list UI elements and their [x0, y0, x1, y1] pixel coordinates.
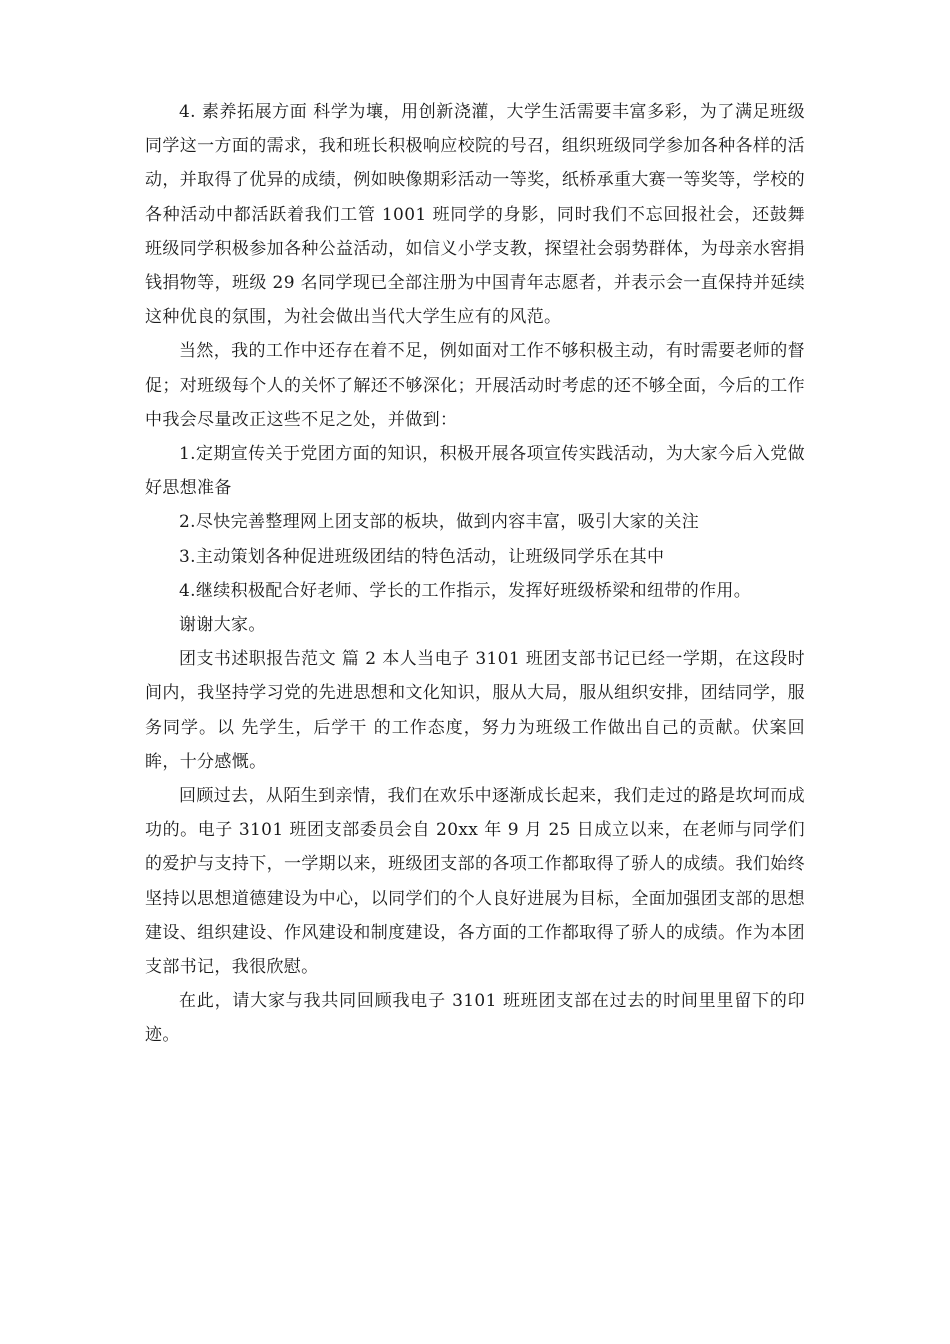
list-item-2: 2.尽快完善整理网上团支部的板块，做到内容丰富，吸引大家的关注 [179, 512, 700, 533]
list-item-3: 3.主动策划各种促进班级团结的特色活动，让班级同学乐在其中 [179, 546, 665, 567]
paragraph-shortcomings: 当然，我的工作中还存在着不足，例如面对工作不够积极主动，有时需要老师的督促；对班级每个人的关怀了解还不够深化；开展活动时考虑的还不够全面，今后的工作中我会尽量改正这些不足之处，并做到： [145, 341, 805, 430]
paragraph-report-2-intro: 团支书述职报告范文 篇 2 本人当电子 3101 班团支部书记已经一学期，在这段时间内，我坚持学习党的先进思想和文化知识，服从大局，服从组织安排，团结同学，服务同学。以 先学生，后学干 的工作态度，努力为班级工作做出自己的贡献。伏案回眸，十分感慨。 [145, 649, 805, 772]
document-body [145, 95, 805, 1053]
paragraph-review-past: 回顾过去，从陌生到亲情，我们在欢乐中逐渐成长起来，我们走过的路是坎坷而成功的。电子 3101 班团支部委员会自 20xx 年 9 月 25 日成立以来，在老师与同学们的爱护与支持下，一学期以来，班级团支部的各项工作都取得了骄人的成绩。我们始终坚持以思想道德建设为中心，以同学们的个人良好进展为目标，全面加强团支部的思想建设、组织建设、作风建设和制度建设，各方面的工作都取得了骄人的成绩。作为本团支部书记，我很欣慰。 [145, 786, 805, 978]
paragraph-thanks: 谢谢大家。 [179, 615, 266, 636]
list-item-4: 4.继续积极配合好老师、学长的工作指示，发挥好班级桥梁和纽带的作用。 [179, 580, 752, 601]
paragraph-invitation: 在此，请大家与我共同回顾我电子 3101 班班团支部在过去的时间里里留下的印迹。 [145, 991, 805, 1046]
paragraph-literacy-expansion: 4. 素养拓展方面 科学为壤，用创新浇灌，大学生活需要丰富多彩，为了满足班级同学这一方面的需求，我和班长积极响应校院的号召，组织班级同学参加各种各样的活动，并取得了优异的成绩，例如映像期彩活动一等奖，纸桥承重大赛一等奖等，学校的各种活动中都活跃着我们工管 1001 班同学的身影，同时我们不忘回报社会，还鼓舞班级同学积极参加各种公益活动，如信义小学支教，探望社会弱势群体，为母亲水窖捐钱捐物等，班级 29 名同学现已全部注册为中国青年志愿者，并表示会一直保持并延续这种优良的氛围，为社会做出当代大学生应有的风范。 [145, 102, 805, 328]
list-item-1: 1.定期宣传关于党团方面的知识，积极开展各项宣传实践活动，为大家今后入党做好思想准备 [145, 444, 805, 499]
